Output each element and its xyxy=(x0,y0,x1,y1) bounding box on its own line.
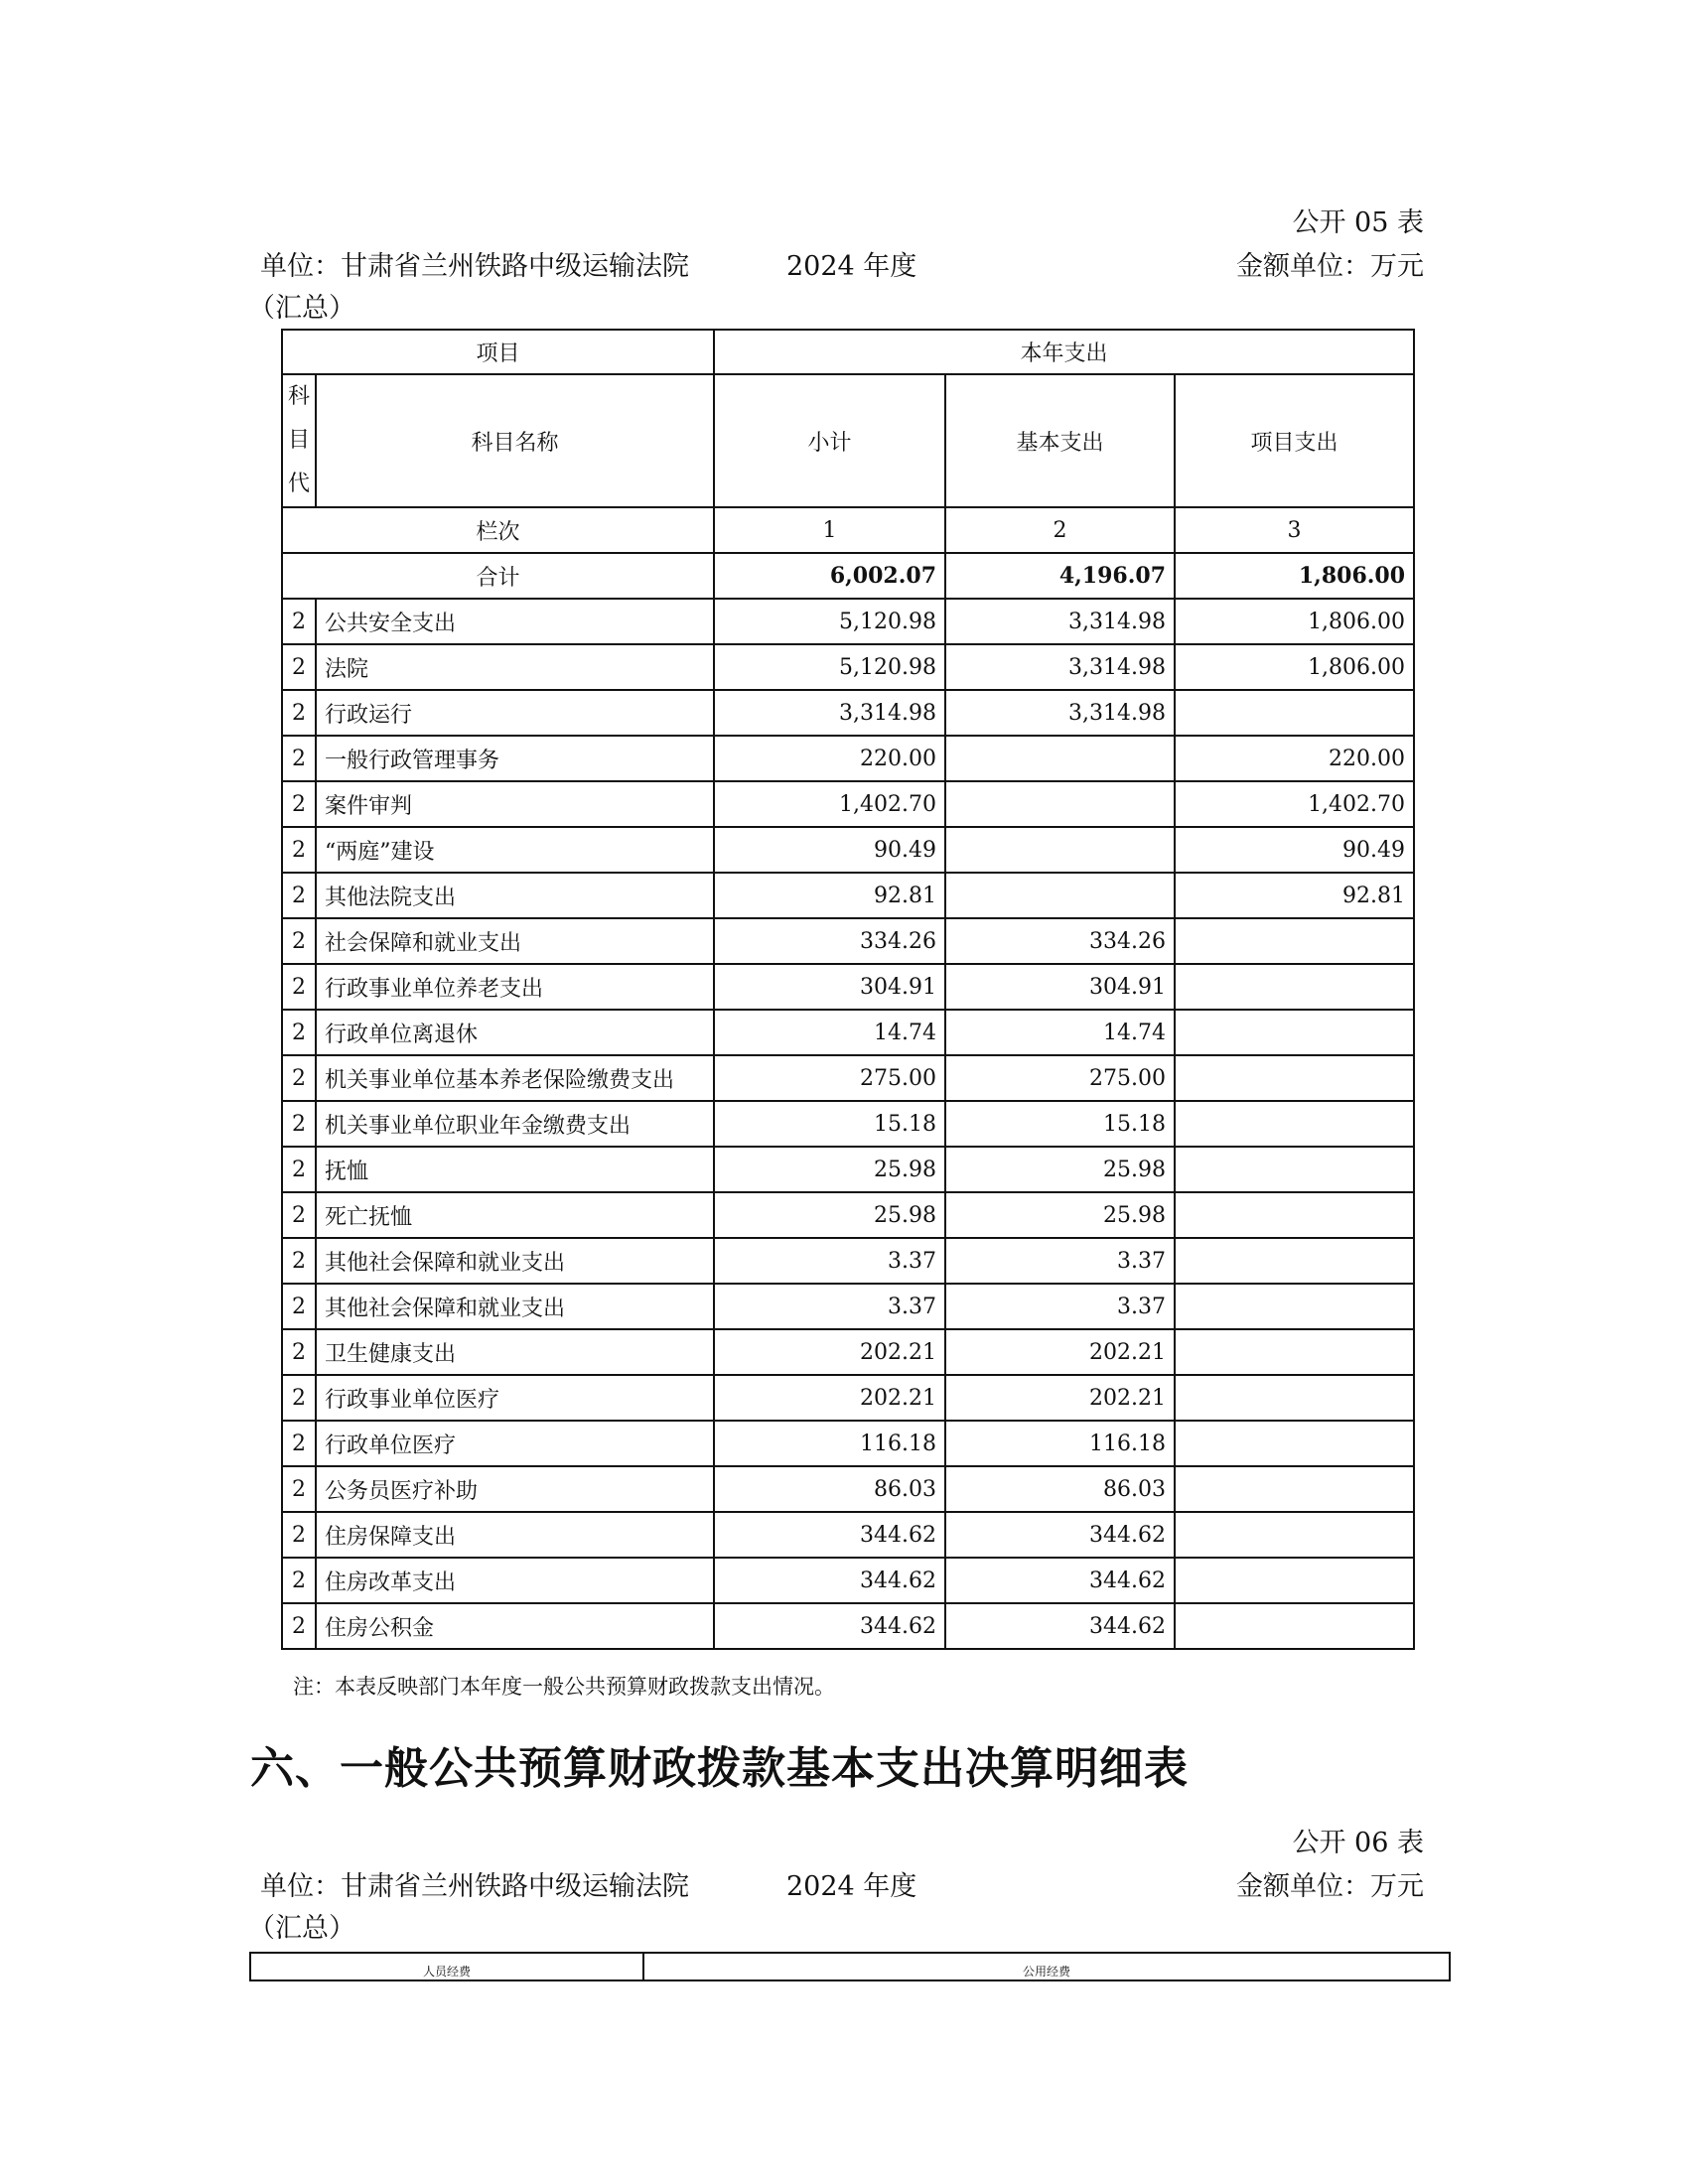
row-basic: 334.26 xyxy=(945,918,1175,964)
column-order-3: 3 xyxy=(1175,507,1414,553)
row-subtotal: 3.37 xyxy=(714,1238,945,1284)
column-order-label: 栏次 xyxy=(282,507,714,553)
row-subject-name: 行政单位医疗 xyxy=(316,1421,714,1466)
row-subtotal: 344.62 xyxy=(714,1512,945,1558)
table-row xyxy=(282,1329,1414,1375)
row-subject-name: 公务员医疗补助 xyxy=(316,1466,714,1512)
table-row xyxy=(282,964,1414,1010)
row-subject-name: “两庭”建设 xyxy=(316,827,714,873)
table-row xyxy=(282,918,1414,964)
table-row xyxy=(282,827,1414,873)
table-row xyxy=(282,1101,1414,1147)
table-row xyxy=(282,736,1414,781)
table-row xyxy=(282,1147,1414,1192)
row-subtotal: 90.49 xyxy=(714,827,945,873)
table-row xyxy=(282,1603,1414,1649)
row-subtotal: 5,120.98 xyxy=(714,599,945,644)
row-subtotal: 3,314.98 xyxy=(714,690,945,736)
row-code: 2 xyxy=(282,1375,316,1421)
row-basic: 3,314.98 xyxy=(945,644,1175,690)
section-heading: 六、一般公共预算财政拨款基本支出决算明细表 xyxy=(250,1743,1189,1794)
row-project xyxy=(1175,690,1414,736)
row-basic: 14.74 xyxy=(945,1010,1175,1055)
row-basic: 344.62 xyxy=(945,1603,1175,1649)
row-subtotal: 344.62 xyxy=(714,1558,945,1603)
unit-label-06: 单位：甘肃省兰州铁路中级运输法院 xyxy=(260,1871,689,1902)
row-subject-name: 行政事业单位养老支出 xyxy=(316,964,714,1010)
table-number: 公开 05 表 xyxy=(1292,207,1424,238)
row-subtotal: 220.00 xyxy=(714,736,945,781)
header-item: 项目 xyxy=(282,330,714,374)
row-subject-name: 死亡抚恤 xyxy=(316,1192,714,1238)
header-basic: 基本支出 xyxy=(945,374,1175,507)
year-label: 2024 年度 xyxy=(786,251,917,282)
row-subject-name: 其他法院支出 xyxy=(316,873,714,918)
table-row xyxy=(282,644,1414,690)
header-project: 项目支出 xyxy=(1175,374,1414,507)
row-project: 90.49 xyxy=(1175,827,1414,873)
header-current-year-expenditure: 本年支出 xyxy=(714,330,1414,374)
table-note: 注：本表反映部门本年度一般公共预算财政拨款支出情况。 xyxy=(293,1675,835,1699)
row-project xyxy=(1175,1238,1414,1284)
row-code: 2 xyxy=(282,1512,316,1558)
row-project: 92.81 xyxy=(1175,873,1414,918)
row-basic xyxy=(945,827,1175,873)
row-project: 1,806.00 xyxy=(1175,599,1414,644)
row-subject-name: 住房改革支出 xyxy=(316,1558,714,1603)
table-number-06: 公开 06 表 xyxy=(1292,1828,1424,1858)
row-subject-name: 行政单位离退休 xyxy=(316,1010,714,1055)
row-code: 2 xyxy=(282,1558,316,1603)
row-subject-name: 卫生健康支出 xyxy=(316,1329,714,1375)
row-subtotal: 5,120.98 xyxy=(714,644,945,690)
row-subject-name: 机关事业单位职业年金缴费支出 xyxy=(316,1101,714,1147)
row-basic: 3.37 xyxy=(945,1284,1175,1329)
row-code: 2 xyxy=(282,1421,316,1466)
row-basic: 275.00 xyxy=(945,1055,1175,1101)
row-project xyxy=(1175,1147,1414,1192)
total-subtotal: 6,002.07 xyxy=(714,553,945,599)
row-subject-name: 住房公积金 xyxy=(316,1603,714,1649)
row-project xyxy=(1175,1558,1414,1603)
total-project: 1,806.00 xyxy=(1175,553,1414,599)
row-subtotal: 3.37 xyxy=(714,1284,945,1329)
row-basic: 202.21 xyxy=(945,1329,1175,1375)
subject-code-char: 代 xyxy=(287,472,310,496)
row-basic xyxy=(945,873,1175,918)
row-code: 2 xyxy=(282,1147,316,1192)
row-basic: 116.18 xyxy=(945,1421,1175,1466)
row-project xyxy=(1175,1466,1414,1512)
row-subject-name: 其他社会保障和就业支出 xyxy=(316,1238,714,1284)
row-subtotal: 1,402.70 xyxy=(714,781,945,827)
total-basic: 4,196.07 xyxy=(945,553,1175,599)
row-code: 2 xyxy=(282,918,316,964)
row-code: 2 xyxy=(282,644,316,690)
row-subtotal: 116.18 xyxy=(714,1421,945,1466)
row-code: 2 xyxy=(282,1010,316,1055)
row-subtotal: 304.91 xyxy=(714,964,945,1010)
row-project xyxy=(1175,1010,1414,1055)
row-project xyxy=(1175,1192,1414,1238)
row-subtotal: 25.98 xyxy=(714,1192,945,1238)
row-subject-name: 公共安全支出 xyxy=(316,599,714,644)
row-basic: 15.18 xyxy=(945,1101,1175,1147)
header-subtotal: 小计 xyxy=(714,374,945,507)
table-row xyxy=(282,1375,1414,1421)
table-row xyxy=(282,1512,1414,1558)
row-code: 2 xyxy=(282,873,316,918)
unit-sub-label: （汇总） xyxy=(248,293,355,324)
row-subject-name: 行政运行 xyxy=(316,690,714,736)
row-code: 2 xyxy=(282,1238,316,1284)
header-subject-name: 科目名称 xyxy=(316,374,714,507)
row-basic: 304.91 xyxy=(945,964,1175,1010)
row-code: 2 xyxy=(282,736,316,781)
row-code: 2 xyxy=(282,690,316,736)
table-row xyxy=(282,1238,1414,1284)
row-project xyxy=(1175,964,1414,1010)
row-subtotal: 92.81 xyxy=(714,873,945,918)
table-row xyxy=(282,1284,1414,1329)
row-code: 2 xyxy=(282,1603,316,1649)
row-basic: 344.62 xyxy=(945,1558,1175,1603)
table-row xyxy=(282,1466,1414,1512)
expenditure-table xyxy=(281,329,1415,1650)
unit-label: 单位：甘肃省兰州铁路中级运输法院 xyxy=(260,251,689,282)
row-code: 2 xyxy=(282,1466,316,1512)
row-subject-name: 社会保障和就业支出 xyxy=(316,918,714,964)
row-project xyxy=(1175,1421,1414,1466)
row-subject-name: 行政事业单位医疗 xyxy=(316,1375,714,1421)
row-code: 2 xyxy=(282,1101,316,1147)
table-row xyxy=(282,599,1414,644)
row-code: 2 xyxy=(282,1055,316,1101)
row-code: 2 xyxy=(282,781,316,827)
row-basic: 86.03 xyxy=(945,1466,1175,1512)
row-project xyxy=(1175,1603,1414,1649)
row-basic: 202.21 xyxy=(945,1375,1175,1421)
row-subtotal: 275.00 xyxy=(714,1055,945,1101)
row-subtotal: 25.98 xyxy=(714,1147,945,1192)
subject-code-char: 科 xyxy=(287,384,310,409)
column-order-1: 1 xyxy=(714,507,945,553)
table-row xyxy=(282,1192,1414,1238)
row-code: 2 xyxy=(282,964,316,1010)
row-basic: 25.98 xyxy=(945,1147,1175,1192)
row-project: 1,402.70 xyxy=(1175,781,1414,827)
row-basic: 344.62 xyxy=(945,1512,1175,1558)
row-project xyxy=(1175,1055,1414,1101)
total-row xyxy=(282,553,1414,599)
table-row xyxy=(282,1055,1414,1101)
row-project xyxy=(1175,918,1414,964)
subject-code-char: 目 xyxy=(287,428,310,453)
row-code: 2 xyxy=(282,1329,316,1375)
row-subject-name: 一般行政管理事务 xyxy=(316,736,714,781)
header-public-expenses: 公用经费 xyxy=(643,1953,1450,1980)
row-subject-name: 抚恤 xyxy=(316,1147,714,1192)
amount-unit-label: 金额单位：万元 xyxy=(1236,251,1424,282)
unit-sub-label-06: （汇总） xyxy=(248,1913,355,1944)
table-row xyxy=(282,873,1414,918)
row-subtotal: 14.74 xyxy=(714,1010,945,1055)
year-label-06: 2024 年度 xyxy=(786,1871,917,1902)
table-row xyxy=(282,1558,1414,1603)
row-project: 220.00 xyxy=(1175,736,1414,781)
row-project xyxy=(1175,1284,1414,1329)
table-row xyxy=(282,1010,1414,1055)
row-subtotal: 15.18 xyxy=(714,1101,945,1147)
row-basic xyxy=(945,781,1175,827)
row-code: 2 xyxy=(282,827,316,873)
row-subtotal: 334.26 xyxy=(714,918,945,964)
table-row xyxy=(282,690,1414,736)
row-subtotal: 202.21 xyxy=(714,1329,945,1375)
row-basic: 3,314.98 xyxy=(945,690,1175,736)
row-project: 1,806.00 xyxy=(1175,644,1414,690)
row-basic xyxy=(945,736,1175,781)
basic-expenditure-table xyxy=(249,1952,1451,1981)
row-code: 2 xyxy=(282,1284,316,1329)
row-project xyxy=(1175,1329,1414,1375)
table-row xyxy=(282,1421,1414,1466)
row-subject-name: 其他社会保障和就业支出 xyxy=(316,1284,714,1329)
table-row xyxy=(282,781,1414,827)
row-subtotal: 344.62 xyxy=(714,1603,945,1649)
row-subtotal: 86.03 xyxy=(714,1466,945,1512)
row-code: 2 xyxy=(282,1192,316,1238)
row-project xyxy=(1175,1512,1414,1558)
total-label: 合计 xyxy=(282,553,714,599)
row-subject-name: 住房保障支出 xyxy=(316,1512,714,1558)
row-project xyxy=(1175,1375,1414,1421)
row-basic: 3,314.98 xyxy=(945,599,1175,644)
row-project xyxy=(1175,1101,1414,1147)
row-basic: 25.98 xyxy=(945,1192,1175,1238)
row-code: 2 xyxy=(282,599,316,644)
amount-unit-label-06: 金额单位：万元 xyxy=(1236,1871,1424,1902)
row-subject-name: 法院 xyxy=(316,644,714,690)
header-subject-code xyxy=(282,374,316,507)
header-personnel-expenses: 人员经费 xyxy=(250,1953,643,1980)
row-basic: 3.37 xyxy=(945,1238,1175,1284)
column-order-2: 2 xyxy=(945,507,1175,553)
row-subject-name: 案件审判 xyxy=(316,781,714,827)
row-subtotal: 202.21 xyxy=(714,1375,945,1421)
row-subject-name: 机关事业单位基本养老保险缴费支出 xyxy=(316,1055,714,1101)
